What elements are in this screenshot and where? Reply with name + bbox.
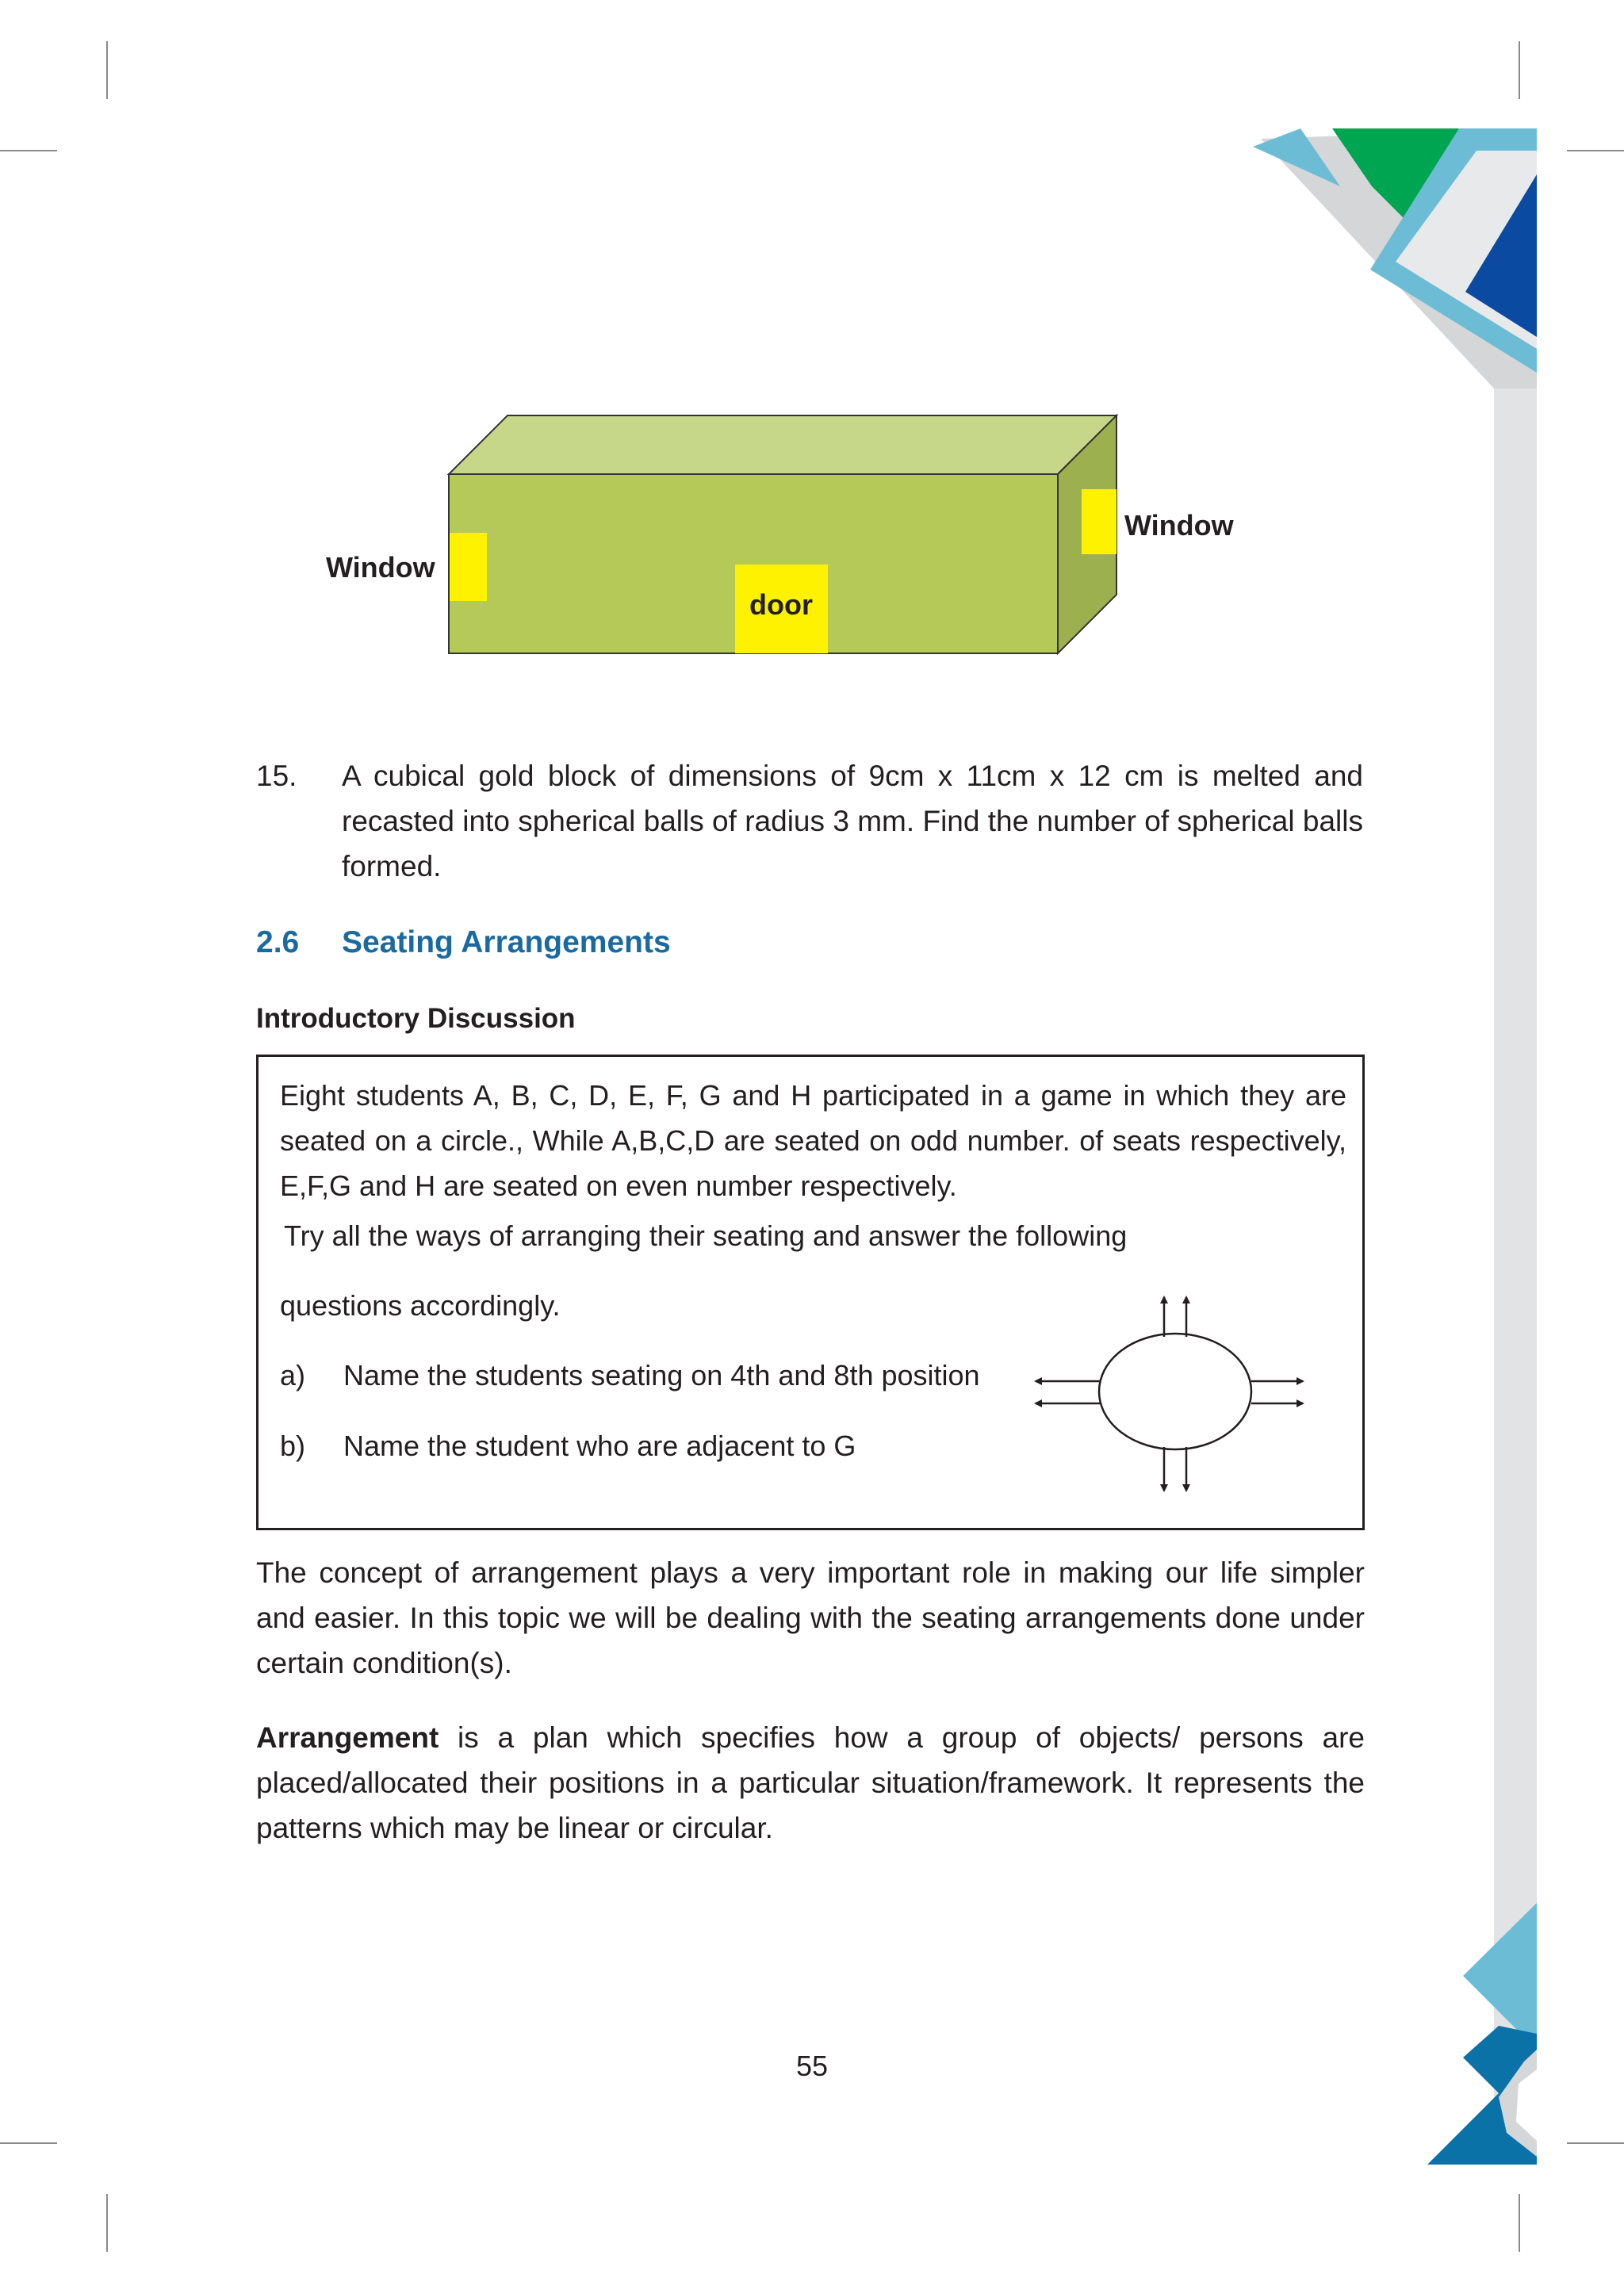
window-left-label: Window — [326, 551, 435, 584]
door-label: door — [749, 588, 813, 621]
window-right-label: Window — [1124, 509, 1234, 542]
section-title: Seating Arrangements — [342, 925, 671, 959]
definition-term: Arrangement — [256, 1721, 439, 1754]
question-number: 15. — [256, 760, 297, 792]
window-right — [1082, 489, 1116, 554]
corner-ornament-bottom — [1427, 1903, 1537, 2165]
question-b-label: b) — [280, 1430, 306, 1462]
margin-strip — [1494, 389, 1537, 2165]
question-text: A cubical gold block of dimensions of 9cm x 11cm x 12 cm is melted and recasted into spherical balls of radius 3 mm. Find the number of spherical balls formed. — [342, 760, 1363, 882]
question-a-label: a) — [280, 1359, 306, 1391]
instruction-line-1: Try all the ways of arranging their seating and answer the following — [284, 1219, 1128, 1252]
body-paragraph: The concept of arrangement plays a very important role in making our life simpler and easier. In this topic we will be dealing with the seating arrangements done under certain condition(s). — [256, 1556, 1365, 1679]
question-b-text: Name the student who are adjacent to G — [343, 1430, 856, 1462]
page-number: 55 — [796, 2050, 829, 2082]
seating-diagram — [1023, 1284, 1316, 1503]
corner-ornament-top — [1253, 128, 1537, 389]
section-number: 2.6 — [256, 925, 300, 959]
definition-text: is a plan which specifies how a group of objects/ persons are placed/allocated their positions in a particular situation/framework. It represents the patterns which may be linear or circular. — [256, 1721, 1365, 1844]
instruction-line-2: questions accordingly. — [280, 1289, 561, 1322]
definition-paragraph — [256, 1715, 1365, 1851]
block-top-face — [449, 415, 1116, 474]
seating-circle — [1099, 1334, 1251, 1449]
discussion-paragraph: Eight students A, B, C, D, E, F, G and H participated in a game in which they are seated on a circle., While A,B,C,D are seated on odd number. of seats respectively, E,F,G and H are seated on even number respectively. — [280, 1079, 1346, 1202]
question-a-text: Name the students seating on 4th and 8th position — [343, 1359, 980, 1391]
window-left — [450, 533, 487, 601]
intro-heading: Introductory Discussion — [256, 1003, 576, 1034]
